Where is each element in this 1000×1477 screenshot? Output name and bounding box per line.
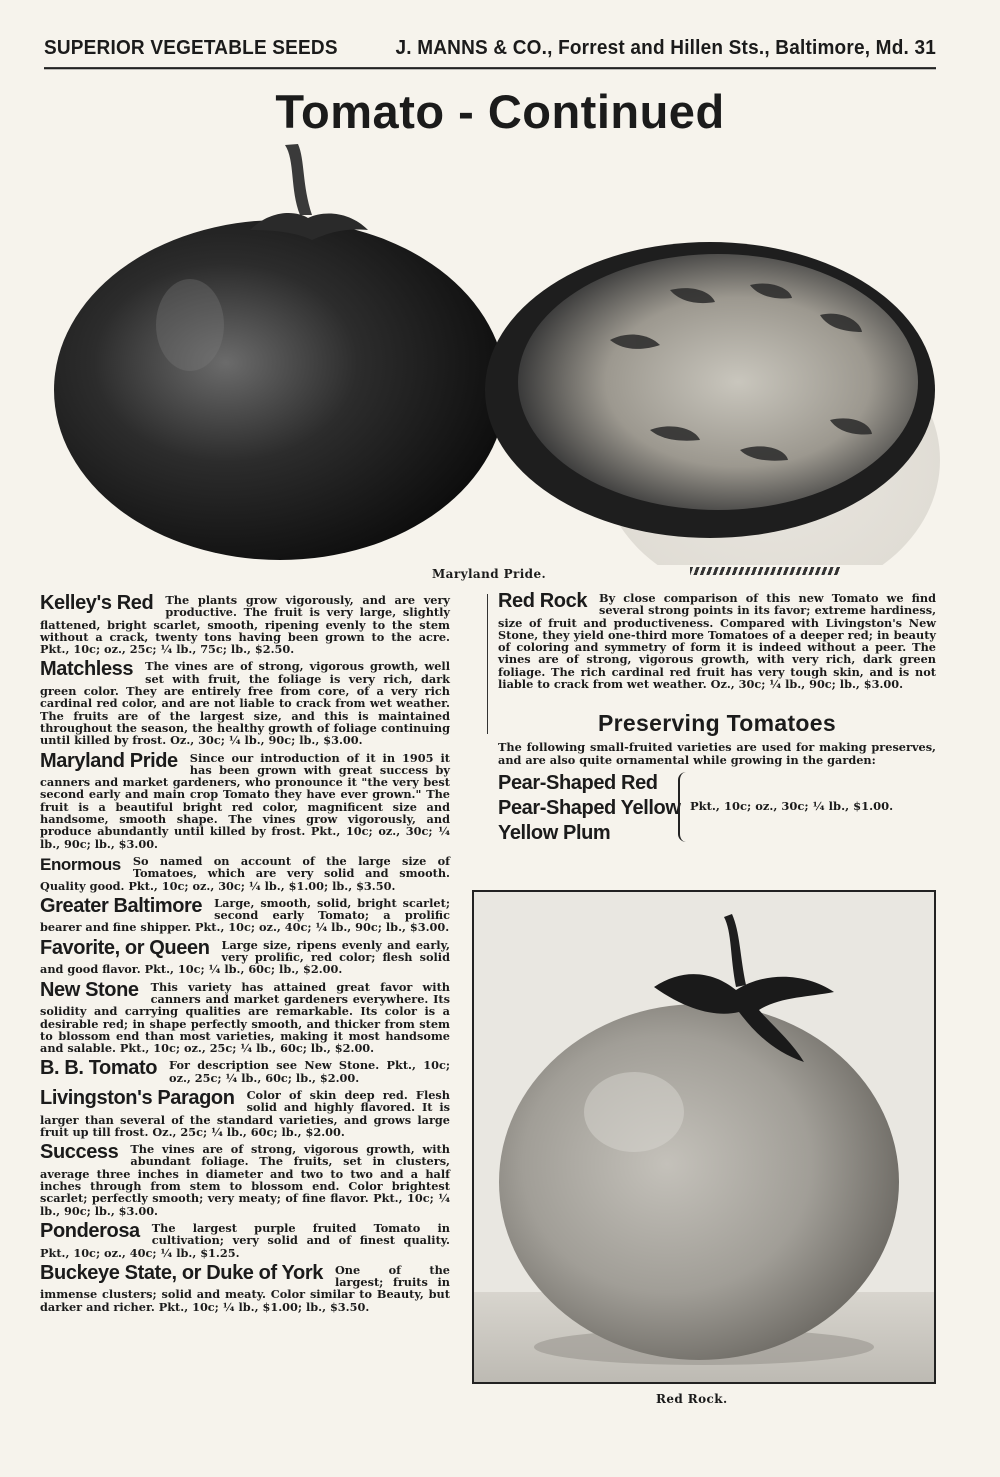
variety-description: The vines are of strong, vigorous growth, with abundant foliage. The fruits, set in clusters, average three inches in diameter and two to two and a half inches through from stem to blossom end. Color brightest scarlet; perfectly smooth; very meaty; of fine flavor. Pkt., 10c; ¼ lb., 90c; lb., $3.00. bbox=[40, 1142, 450, 1218]
grouping-brace bbox=[678, 772, 690, 842]
page-title: Tomato - Continued bbox=[275, 85, 725, 138]
variety-description: So named on account of the large size of Tomatoes, which are very solid and smooth. Quality good. Pkt., 10c; oz., 30c; ¼ lb., $1.00; lb., $3.50. bbox=[40, 853, 450, 893]
variety-entry bbox=[40, 1086, 450, 1139]
variety-description: The largest purple fruited Tomato in cultivation; very solid and of finest quality. Pkt., 10c; oz., 40c; ¼ lb., $1.25. bbox=[40, 1220, 450, 1260]
caption-ornament bbox=[690, 567, 840, 575]
variety-name: Greater Baltimore bbox=[40, 894, 203, 917]
catalog-title: SUPERIOR VEGETABLE SEEDS bbox=[44, 36, 338, 60]
variety-entry bbox=[40, 1261, 450, 1314]
variety-entry bbox=[40, 936, 450, 977]
preserving-varieties bbox=[498, 772, 936, 846]
variety-name: Success bbox=[40, 1141, 119, 1164]
variety-entry bbox=[40, 894, 450, 935]
variety-name: Livingston's Paragon bbox=[40, 1086, 235, 1109]
publisher-line: J. MANNS & CO., Forrest and Hillen Sts., Baltimore, Md. 31 bbox=[395, 36, 936, 60]
left-column bbox=[40, 594, 450, 1318]
variety-entry bbox=[40, 1143, 450, 1217]
variety-name: Matchless bbox=[40, 658, 134, 681]
preserving-price: Pkt., 10c; oz., 30c; ¼ lb., $1.00. bbox=[690, 798, 894, 813]
variety-entry bbox=[40, 660, 450, 746]
variety-description: This variety has attained great favor with canners and market gardeners everywhere. Its solidity and carrying qualities are remarkable. Its color is a desirable red; in shape perfectly smooth, and thicker from stem to blossom end than most varieties, making it most handsome and salable. Pkt., 10c; oz., 25c; ¼ lb., 60c; lb., $2.00. bbox=[40, 979, 450, 1056]
variety-name: Red Rock bbox=[498, 590, 588, 612]
variety-description: Large, smooth, solid, bright scarlet; second early Tomato; a prolific bearer and fine shipper. Pkt., 10c; oz., 40c; ¼ lb., 90c; lb., $3.00. bbox=[40, 895, 450, 935]
variety-entry bbox=[40, 594, 450, 655]
variety-description: Color of skin deep red. Flesh solid and highly flavored. It is larger than several of the standard varieties, and grows large fruit up till frost. Oz., 25c; ¼ lb., 60c; lb., $2.00. bbox=[40, 1087, 450, 1139]
variety-name: Buckeye State, or Duke of York bbox=[40, 1261, 323, 1284]
variety-description: The vines are of strong, vigorous growth, well set with fruit, the foliage is very rich, dark green color. They are entirely free from core, of a very rich cardinal red color, and are not liable to crack from wet weather. The fruits are of the largest size, and this is maintained throughout the season, the healthy growth of foliage continuing until killed by frost. Oz., 30c; ¼ lb., 90c; lb., $3.00. bbox=[40, 659, 450, 748]
variety-name: New Stone bbox=[40, 978, 139, 1001]
maryland-pride-illustration bbox=[50, 140, 950, 565]
right-column bbox=[498, 592, 936, 846]
variety-description: The plants grow vigorously, and are very productive. The fruit is very large, slightly flattened, bright scarlet, smooth, ripening evenly to the stem without a crack, twenty tons having been grown to the acre. Pkt., 10c; oz., 25c; ¼ lb., 75c; lb., $2.50. bbox=[40, 593, 450, 657]
page-header bbox=[44, 35, 936, 70]
bottom-figure-caption: Red Rock. bbox=[656, 1392, 728, 1406]
preserving-variety: Yellow Plum bbox=[498, 821, 611, 844]
column-divider bbox=[487, 594, 488, 734]
top-figure-caption: Maryland Pride. bbox=[432, 567, 547, 581]
variety-entry bbox=[40, 749, 450, 851]
variety-name: B. B. Tomato bbox=[40, 1057, 158, 1080]
variety-description: Large size, ripens evenly and early, very prolific, red color; flesh solid and good flavor. Pkt., 10c; ¼ lb., 60c; lb., $2.00. bbox=[40, 937, 450, 977]
variety-entry bbox=[40, 855, 450, 892]
preserving-title: Preserving Tomatoes bbox=[598, 710, 836, 737]
variety-entry bbox=[40, 978, 450, 1056]
variety-name: Ponderosa bbox=[40, 1219, 140, 1242]
variety-name: Favorite, or Queen bbox=[40, 936, 210, 959]
variety-description: Since our introduction of it in 1905 it has been grown with great success by canners and market gardeners, who pronounce it "the very best second early and main crop Tomato they have ever grown." The fruit is a beautiful bright red color, magnificent size and handsome, smooth shape. The vines grow vigorously, and produce abundantly until killed by frost. Pkt., 10c; oz., 30c; ¼ lb., 90c; lb., $3.00. bbox=[40, 750, 450, 851]
red-rock-photo bbox=[472, 890, 936, 1384]
preserving-variety: Pear-Shaped Yellow bbox=[498, 796, 681, 819]
variety-description: By close comparison of this new Tomato we find several strong points in its favor; extreme hardiness, size of fruit and productiveness. Compared with Livingston's New Stone, they yield one-third more Tomatoes of a deeper red; in beauty of coloring and symmetry of form it is indeed without a peer. The vines are of strong, vigorous growth, with very rich, dark green foliage. The rich cardinal red fruit has very tough skin, and is not liable to crack from wet weather. Oz., 30c; ¼ lb., 90c; lb., $3.00. bbox=[498, 591, 936, 692]
variety-entry bbox=[40, 1059, 450, 1084]
variety-entry bbox=[40, 1219, 450, 1260]
variety-name: Kelley's Red bbox=[40, 592, 154, 614]
variety-description: For description see New Stone. Pkt., 10c; oz., 25c; ¼ lb., 60c; lb., $2.00. bbox=[169, 1058, 450, 1085]
variety-description: One of the largest; fruits in immense clusters; solid and meaty. Color similar to Beauty, but darker and richer. Pkt., 10c; ¼ lb., $1.00; lb., $3.50. bbox=[40, 1262, 450, 1314]
variety-entry-red-rock bbox=[498, 592, 936, 690]
preserving-variety: Pear-Shaped Red bbox=[498, 771, 658, 794]
variety-name: Enormous bbox=[40, 854, 121, 874]
variety-name: Maryland Pride bbox=[40, 749, 178, 772]
preserving-intro: The following small-fruited varieties are used for making preserves, and are also quite ornamental while growing in the garden: bbox=[498, 740, 936, 767]
